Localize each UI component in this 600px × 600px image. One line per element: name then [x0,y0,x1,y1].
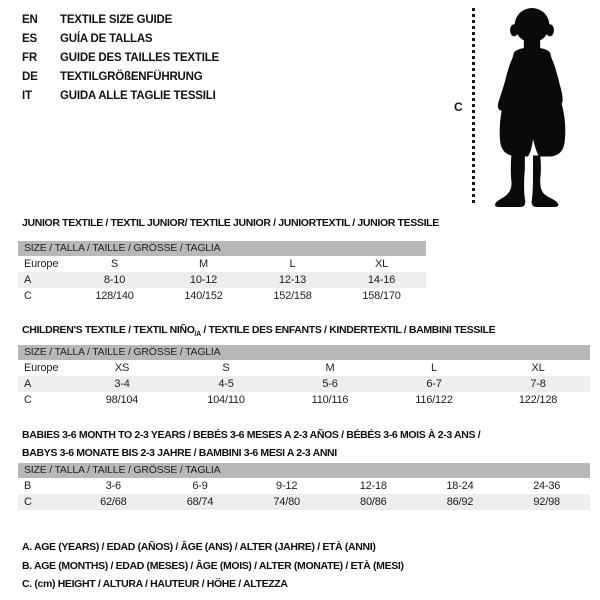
table-row [18,376,590,392]
row-label: C [24,290,32,302]
lang-code: ES [22,33,37,45]
table-cell: 6-9 [192,480,208,492]
table-cell: XL [374,258,389,270]
table-cell: M [199,258,208,270]
table-cell: 122/128 [518,394,558,406]
section-title-babies [22,426,480,462]
table-cell: 3-6 [105,480,121,492]
lang-label: TEXTILGRÖßENFÜHRUNG [60,71,203,83]
child-silhouette [486,5,578,207]
lang-row-es [22,30,219,49]
height-dashed-line [472,8,475,205]
table-cell: 68/74 [186,496,214,508]
lang-row-it [22,87,219,106]
table-cell: 12-13 [278,274,307,286]
footnote-b: B. AGE (MONTHS) / EDAD (MESES) / ÂGE (MOIS) / ALTER (MONATE) / ETÀ (MESI) [22,559,404,572]
table-cell: 10-12 [189,274,218,286]
children-size-table [18,345,590,408]
row-label: B [24,480,32,492]
table-cell: 4-5 [218,378,234,390]
row-label: C [24,394,32,406]
table-cell: 9-12 [276,480,298,492]
lang-code: DE [22,71,38,83]
title-subscript: /A [194,331,201,339]
table-cell: 140/152 [184,290,223,302]
table-cell: 92/98 [533,496,560,508]
table-cell: 158/170 [362,290,401,302]
row-label: Europe [24,362,59,374]
table-cell: 110/116 [311,394,349,406]
table-cell: S [110,258,119,270]
table-cell: 6-7 [426,378,442,390]
height-measure-label: C [454,100,463,114]
table-cell: 62/68 [100,496,127,508]
footnote-c: C. (cm) HEIGHT / ALTURA / HAUTEUR / HÖHE / ALTEZZA [22,578,288,590]
lang-code: IT [22,90,32,102]
table-cell: S [222,362,230,374]
table-row [18,478,590,494]
row-label: A [24,274,32,286]
lang-label: TEXTILE SIZE GUIDE [60,14,173,26]
table-cell: 98/104 [105,394,139,406]
lang-label: GUIDE DES TAILLES TEXTILE [60,52,219,64]
section-title-junior: JUNIOR TEXTILE / TEXTIL JUNIOR/ TEXTILE JUNIOR / JUNIORTEXTIL / JUNIOR TESSILE [22,217,439,229]
title-text: CHILDREN'S TEXTILE / TEXTIL NIÑO [22,324,195,336]
table-cell: 12-18 [359,480,387,492]
table-row [18,256,426,272]
table-cell: 152/158 [273,290,312,302]
table-cell: XS [114,362,130,374]
lang-code: EN [22,14,38,26]
section-title-children [22,321,495,344]
lang-label: GUIDA ALLE TAGLIE TESSILI [60,90,216,102]
size-header-bar: SIZE / TALLA / TAILLE / GRÖSSE / TAGLIA [18,241,426,256]
table-row [18,288,426,304]
footnote-legend [22,538,404,594]
table-cell: L [289,258,296,270]
table-row [18,392,590,408]
size-header-bar: SIZE / TALLA / TAILLE / GRÖSSE / TAGLIA [18,345,590,360]
table-cell: 24-36 [533,480,561,492]
table-cell: 104/110 [207,394,245,406]
table-cell: XL [531,362,545,374]
table-cell: 80/86 [360,496,387,508]
table-cell: 116/122 [415,394,453,406]
lang-row-de [22,68,219,87]
row-label: A [24,378,32,390]
title-line-2: BABYS 3-6 MONATE BIS 2-3 JAHRE / BAMBINI 3-6 MESI A 2-3 ANNI [22,447,337,459]
table-cell: 18-24 [446,480,474,492]
title-text: / TEXTILE DES ENFANTS / KINDERTEXTIL / BAMBINI TESSILE [200,324,496,336]
table-cell: 86/92 [446,496,474,508]
row-label: C [24,496,32,508]
lang-row-en [22,11,219,30]
table-row [18,360,590,376]
table-row [18,494,590,510]
lang-code: FR [22,52,37,64]
table-cell: 8-10 [103,274,126,286]
table-cell: 5-6 [322,378,338,390]
title-line-1: BABIES 3-6 MONTH TO 2-3 YEARS / BEBÉS 3-6 MESES A 2-3 AÑOS / BÉBÉS 3-6 MOIS À 2-3 ANS / [22,429,481,441]
size-header-bar: SIZE / TALLA / TAILLE / GRÖSSE / TAGLIA [18,463,590,478]
table-cell: 7-8 [530,378,546,390]
junior-size-table [18,241,426,304]
footnote-a: A. AGE (YEARS) / EDAD (AÑOS) / ÂGE (ANS) / ALTER (JAHRE) / ETÀ (ANNI) [22,541,376,553]
table-cell: 14-16 [367,274,396,286]
table-cell: L [431,362,437,374]
table-row [18,272,426,288]
lang-label: GUÍA DE TALLAS [60,33,153,45]
table-cell: 74/80 [273,496,300,508]
table-cell: M [325,362,335,374]
table-cell: 128/140 [95,290,134,302]
lang-row-fr [22,49,219,68]
table-cell: 3-4 [114,378,130,390]
language-title-list [22,11,219,106]
row-label: Europe [24,258,59,270]
babies-size-table [18,463,590,510]
